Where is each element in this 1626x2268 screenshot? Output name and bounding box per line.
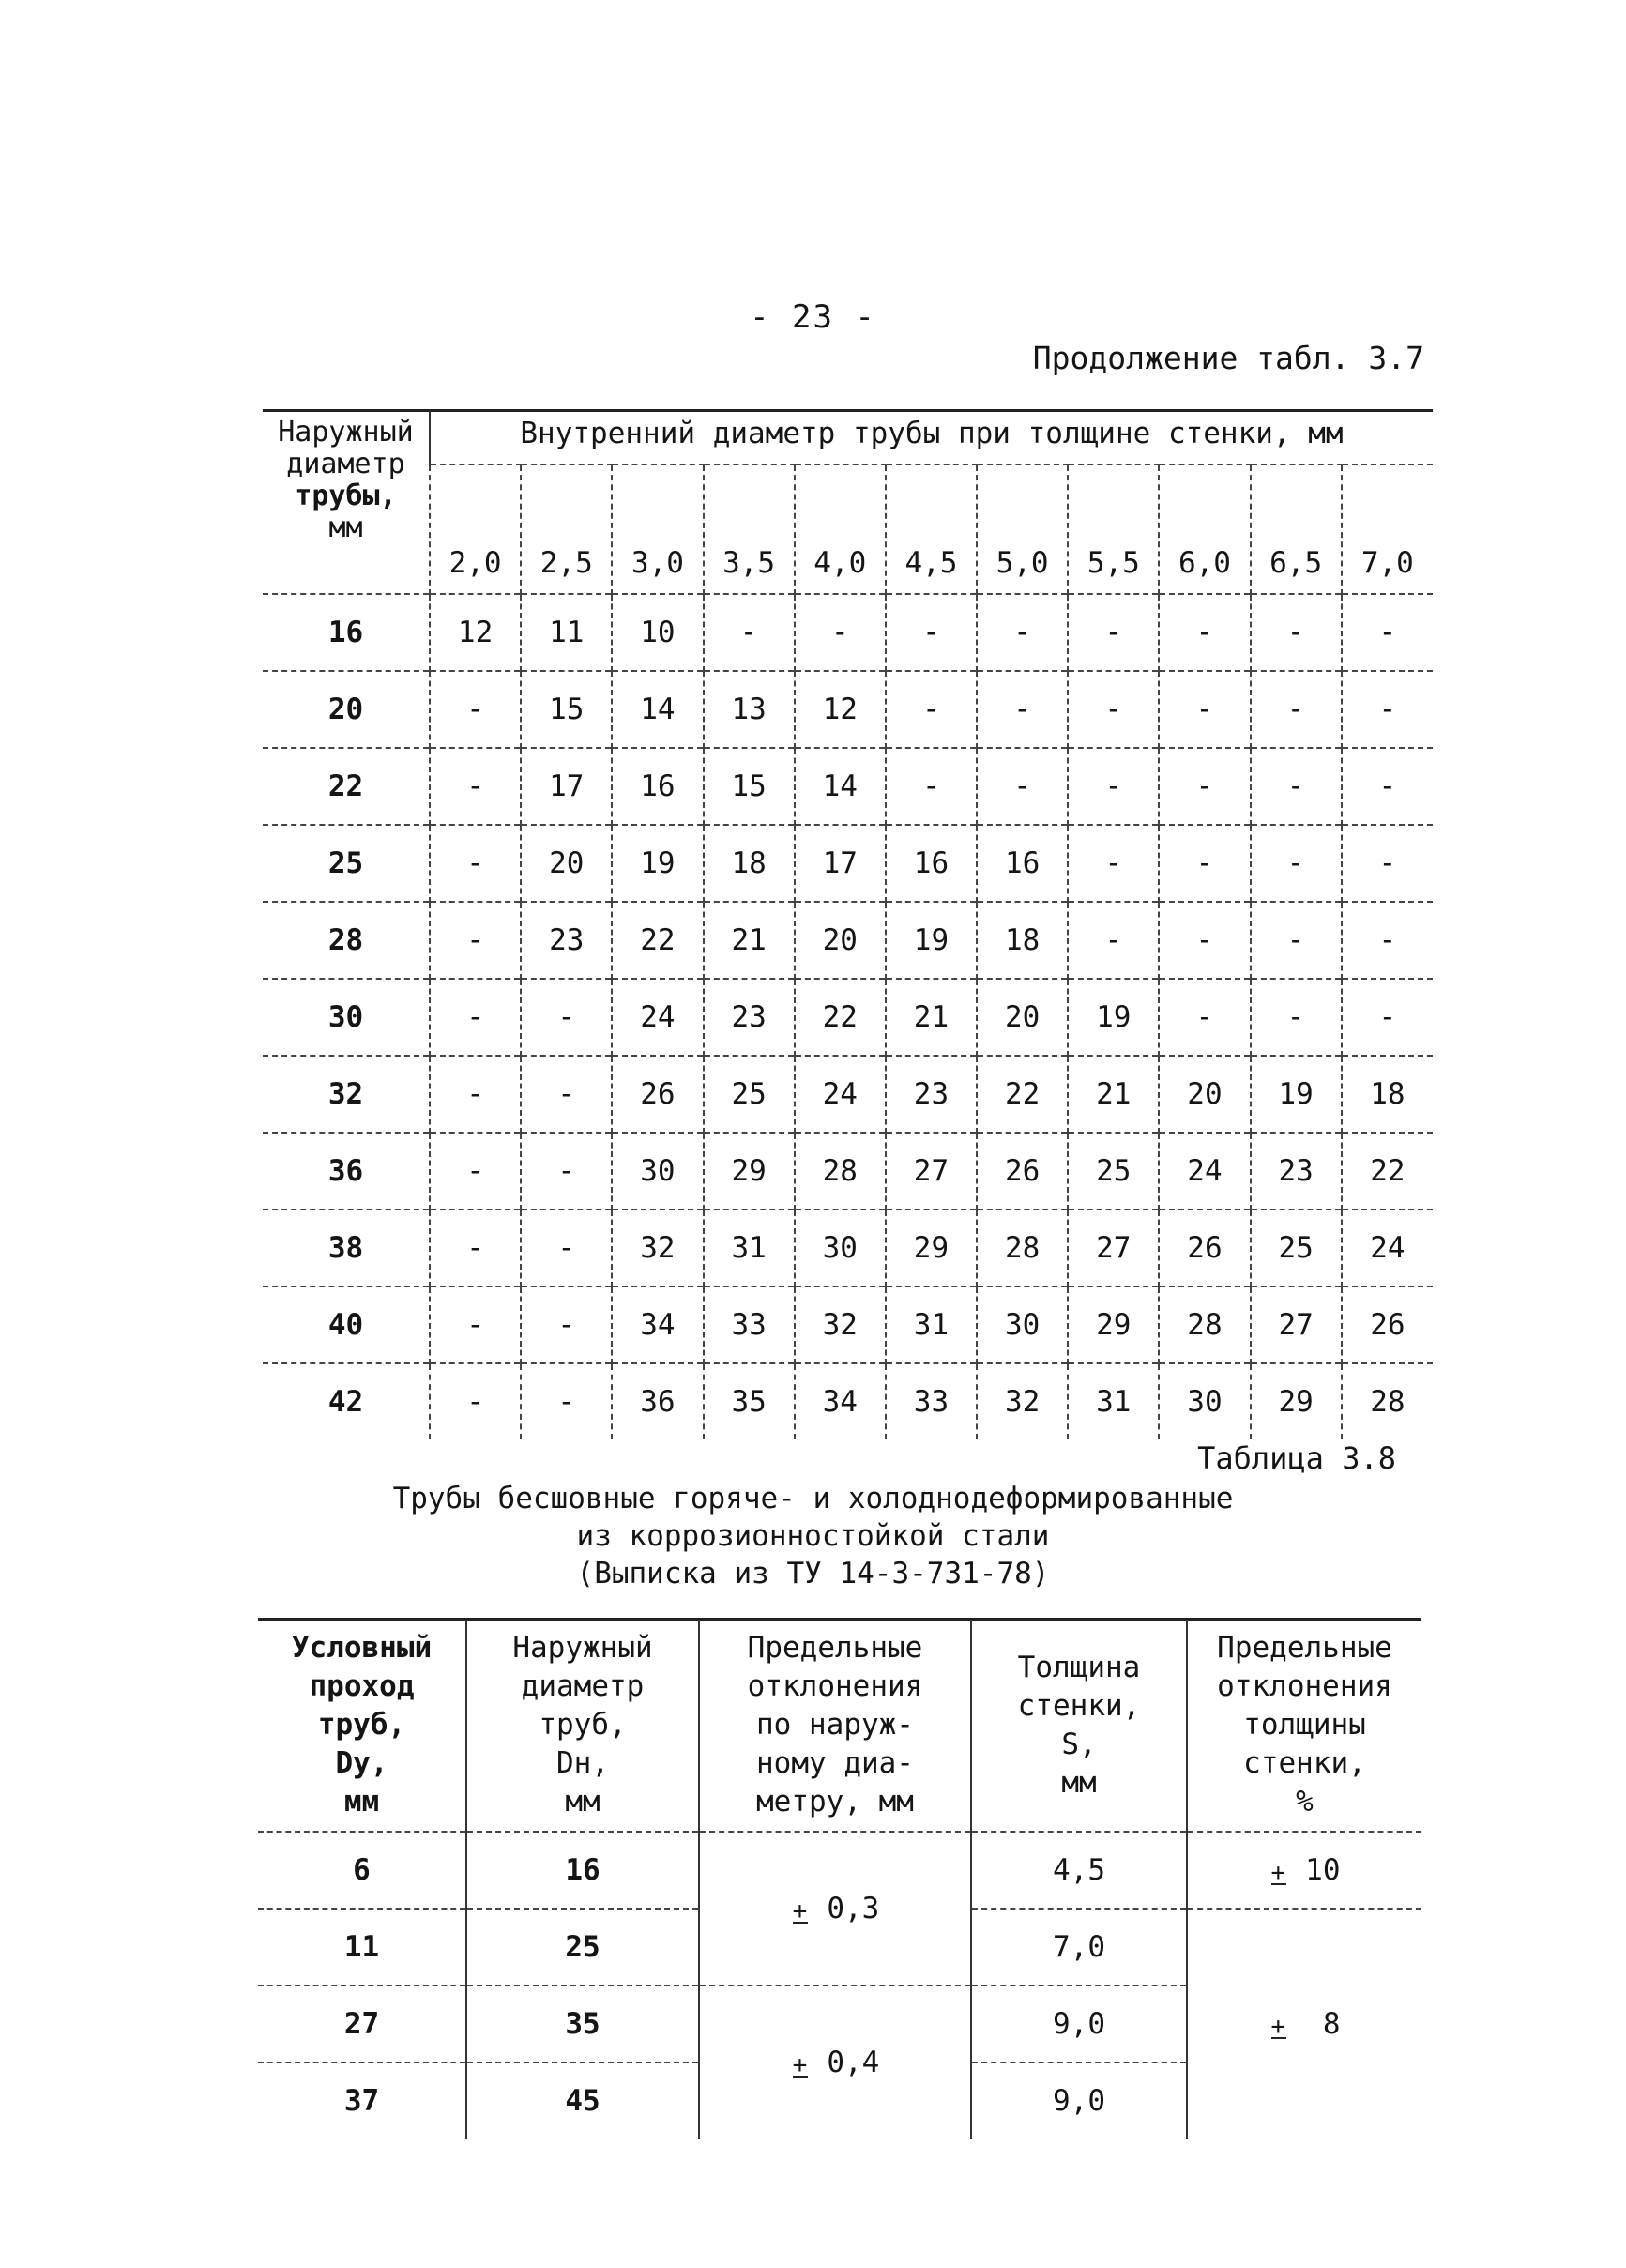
column-header: Условный проход труб, Dу, мм bbox=[291, 1631, 433, 1819]
inner-diameter-cell: 32 bbox=[612, 1210, 703, 1286]
inner-diameter-cell: 20 bbox=[1159, 1056, 1250, 1133]
inner-diameter-cell: - bbox=[977, 748, 1068, 825]
inner-diameter-cell: 23 bbox=[1251, 1133, 1342, 1210]
outer-diameter-cell: 28 bbox=[263, 902, 430, 979]
inner-diameter-cell: - bbox=[704, 594, 795, 671]
dy-cell: 6 bbox=[258, 1832, 466, 1909]
inner-diameter-cell: - bbox=[430, 979, 521, 1056]
inner-diameter-cell: 17 bbox=[521, 748, 612, 825]
inner-diameter-cell: 29 bbox=[1251, 1363, 1342, 1439]
inner-diameter-cell: 27 bbox=[886, 1133, 977, 1210]
table-row bbox=[263, 1363, 1433, 1439]
table-3-8 bbox=[258, 1620, 1421, 2139]
inner-diameter-cell: 22 bbox=[795, 979, 886, 1056]
inner-diameter-cell: 33 bbox=[886, 1363, 977, 1439]
inner-diameter-cell: 31 bbox=[1068, 1363, 1159, 1439]
inner-diameter-cell: 22 bbox=[1342, 1133, 1433, 1210]
inner-diameter-cell: 25 bbox=[1068, 1133, 1159, 1210]
od-tolerance-cell: 0,4 bbox=[699, 1986, 971, 2139]
outer-diameter-cell: 20 bbox=[263, 671, 430, 748]
inner-diameter-cell: 16 bbox=[886, 825, 977, 902]
inner-diameter-cell: - bbox=[430, 825, 521, 902]
inner-diameter-cell: 18 bbox=[704, 825, 795, 902]
inner-diameter-cell: 22 bbox=[612, 902, 703, 979]
inner-diameter-cell: - bbox=[1159, 979, 1250, 1056]
inner-diameter-cell: - bbox=[1251, 748, 1342, 825]
inner-diameter-cell: - bbox=[1251, 825, 1342, 902]
inner-diameter-cell: 20 bbox=[521, 825, 612, 902]
inner-diameter-cell: - bbox=[430, 902, 521, 979]
inner-diameter-cell: - bbox=[1342, 594, 1433, 671]
inner-diameter-header: Внутренний диаметр трубы при толщине стенки, мм bbox=[430, 411, 1433, 464]
inner-diameter-cell: 17 bbox=[795, 825, 886, 902]
inner-diameter-cell: - bbox=[1251, 902, 1342, 979]
inner-diameter-cell: - bbox=[1159, 825, 1250, 902]
inner-diameter-cell: - bbox=[1159, 902, 1250, 979]
table-3-7 bbox=[263, 411, 1433, 1439]
inner-diameter-cell: 26 bbox=[1342, 1286, 1433, 1363]
inner-diameter-cell: 24 bbox=[1342, 1210, 1433, 1286]
thickness-header-cell: 6,5 bbox=[1251, 464, 1342, 594]
inner-diameter-cell: - bbox=[1159, 671, 1250, 748]
table-row bbox=[263, 1286, 1433, 1363]
od-tolerance-cell: 0,3 bbox=[699, 1832, 971, 1986]
dn-cell: 45 bbox=[466, 2063, 699, 2139]
dn-cell: 25 bbox=[466, 1909, 699, 1986]
inner-diameter-cell: 21 bbox=[886, 979, 977, 1056]
inner-diameter-cell: 18 bbox=[977, 902, 1068, 979]
inner-diameter-cell: 32 bbox=[795, 1286, 886, 1363]
inner-diameter-cell: 12 bbox=[795, 671, 886, 748]
inner-diameter-cell: 13 bbox=[704, 671, 795, 748]
inner-diameter-cell: - bbox=[521, 979, 612, 1056]
inner-diameter-cell: - bbox=[886, 594, 977, 671]
wall-cell: 9,0 bbox=[971, 1986, 1187, 2063]
inner-diameter-cell: - bbox=[977, 671, 1068, 748]
inner-diameter-cell: - bbox=[1342, 979, 1433, 1056]
thickness-header-cell: 4,5 bbox=[886, 464, 977, 594]
wall-tolerance-cell: 10 bbox=[1187, 1832, 1421, 1909]
outer-diameter-cell: 25 bbox=[263, 825, 430, 902]
column-header: Толщина стенки, S, мм bbox=[971, 1620, 1187, 1832]
column-header: Наружный диаметр труб, Dн, мм bbox=[466, 1620, 699, 1832]
inner-diameter-cell: - bbox=[1342, 902, 1433, 979]
inner-diameter-cell: 28 bbox=[1159, 1286, 1250, 1363]
inner-diameter-cell: - bbox=[521, 1210, 612, 1286]
thickness-header-cell: 6,0 bbox=[1159, 464, 1250, 594]
inner-diameter-cell: - bbox=[1068, 594, 1159, 671]
table-row bbox=[263, 671, 1433, 748]
table-row bbox=[263, 748, 1433, 825]
inner-diameter-cell: 30 bbox=[795, 1210, 886, 1286]
inner-diameter-cell: - bbox=[521, 1286, 612, 1363]
outer-diameter-cell: 42 bbox=[263, 1363, 430, 1439]
inner-diameter-cell: - bbox=[1068, 671, 1159, 748]
inner-diameter-cell: 24 bbox=[1159, 1133, 1250, 1210]
dy-cell: 37 bbox=[258, 2063, 466, 2139]
outer-diameter-cell: 16 bbox=[263, 594, 430, 671]
inner-diameter-cell: 11 bbox=[521, 594, 612, 671]
table-row bbox=[263, 594, 1433, 671]
inner-diameter-cell: 24 bbox=[795, 1056, 886, 1133]
inner-diameter-cell: 26 bbox=[612, 1056, 703, 1133]
inner-diameter-cell: 21 bbox=[704, 902, 795, 979]
inner-diameter-cell: - bbox=[1342, 671, 1433, 748]
thickness-header-cell: 2,5 bbox=[521, 464, 612, 594]
table-row bbox=[263, 1210, 1433, 1286]
outer-diameter-cell: 36 bbox=[263, 1133, 430, 1210]
inner-diameter-cell: - bbox=[430, 1210, 521, 1286]
table-row bbox=[263, 825, 1433, 902]
inner-diameter-cell: 22 bbox=[977, 1056, 1068, 1133]
inner-diameter-cell: 16 bbox=[977, 825, 1068, 902]
inner-diameter-cell: 26 bbox=[977, 1133, 1068, 1210]
inner-diameter-cell: - bbox=[1251, 671, 1342, 748]
inner-diameter-cell: 20 bbox=[795, 902, 886, 979]
dn-cell: 35 bbox=[466, 1986, 699, 2063]
inner-diameter-cell: 25 bbox=[1251, 1210, 1342, 1286]
thickness-header-cell: 3,5 bbox=[704, 464, 795, 594]
continuation-title: Продолжение табл. 3.7 bbox=[1032, 340, 1424, 376]
thickness-header-cell: 7,0 bbox=[1342, 464, 1433, 594]
inner-diameter-cell: 28 bbox=[1342, 1363, 1433, 1439]
inner-diameter-cell: - bbox=[886, 671, 977, 748]
thickness-header-cell: 5,0 bbox=[977, 464, 1068, 594]
inner-diameter-cell: - bbox=[886, 748, 977, 825]
table-row bbox=[263, 979, 1433, 1056]
inner-diameter-cell: 34 bbox=[612, 1286, 703, 1363]
wall-cell: 9,0 bbox=[971, 2063, 1187, 2139]
inner-diameter-cell: - bbox=[1068, 748, 1159, 825]
wall-cell: 4,5 bbox=[971, 1832, 1187, 1909]
table-row bbox=[258, 1832, 1421, 1909]
inner-diameter-cell: 31 bbox=[886, 1286, 977, 1363]
inner-diameter-cell: 30 bbox=[612, 1133, 703, 1210]
outer-diameter-cell: 40 bbox=[263, 1286, 430, 1363]
inner-diameter-cell: - bbox=[430, 1133, 521, 1210]
inner-diameter-cell: 23 bbox=[704, 979, 795, 1056]
inner-diameter-cell: 15 bbox=[521, 671, 612, 748]
inner-diameter-cell: 24 bbox=[612, 979, 703, 1056]
outer-diameter-cell: 32 bbox=[263, 1056, 430, 1133]
inner-diameter-cell: 16 bbox=[612, 748, 703, 825]
outer-diameter-header: Наружный диаметр трубы, мм bbox=[278, 416, 414, 544]
page-number: - 23 - bbox=[750, 298, 876, 336]
inner-diameter-cell: 27 bbox=[1251, 1286, 1342, 1363]
inner-diameter-cell: - bbox=[521, 1133, 612, 1210]
inner-diameter-cell: 32 bbox=[977, 1363, 1068, 1439]
column-header: Предельные отклонения по наруж- ному диа- метру, мм bbox=[699, 1620, 971, 1832]
inner-diameter-cell: 20 bbox=[977, 979, 1068, 1056]
inner-diameter-cell: 33 bbox=[704, 1286, 795, 1363]
inner-diameter-cell: 27 bbox=[1068, 1210, 1159, 1286]
inner-diameter-cell: 19 bbox=[1068, 979, 1159, 1056]
dn-cell: 16 bbox=[466, 1832, 699, 1909]
thickness-header-cell: 4,0 bbox=[795, 464, 886, 594]
inner-diameter-cell: 14 bbox=[612, 671, 703, 748]
inner-diameter-cell: 26 bbox=[1159, 1210, 1250, 1286]
outer-diameter-cell: 30 bbox=[263, 979, 430, 1056]
wall-cell: 7,0 bbox=[971, 1909, 1187, 1986]
table-row bbox=[263, 1133, 1433, 1210]
table-3-8-label: Таблица 3.8 bbox=[1197, 1440, 1396, 1476]
inner-diameter-cell: 18 bbox=[1342, 1056, 1433, 1133]
inner-diameter-cell: - bbox=[977, 594, 1068, 671]
outer-diameter-cell: 22 bbox=[263, 748, 430, 825]
inner-diameter-cell: 29 bbox=[1068, 1286, 1159, 1363]
inner-diameter-cell: - bbox=[1342, 825, 1433, 902]
inner-diameter-cell: 25 bbox=[704, 1056, 795, 1133]
table-row bbox=[263, 1056, 1433, 1133]
inner-diameter-cell: 15 bbox=[704, 748, 795, 825]
column-header: Предельные отклонения толщины стенки, % bbox=[1187, 1620, 1421, 1832]
inner-diameter-cell: - bbox=[521, 1056, 612, 1133]
inner-diameter-cell: - bbox=[430, 1286, 521, 1363]
inner-diameter-cell: 30 bbox=[1159, 1363, 1250, 1439]
wall-tolerance-cell: 8 bbox=[1187, 1909, 1421, 2139]
inner-diameter-cell: 36 bbox=[612, 1363, 703, 1439]
inner-diameter-cell: 10 bbox=[612, 594, 703, 671]
thickness-header-cell: 3,0 bbox=[612, 464, 703, 594]
inner-diameter-cell: - bbox=[1159, 594, 1250, 671]
inner-diameter-cell: - bbox=[430, 671, 521, 748]
inner-diameter-cell: 35 bbox=[704, 1363, 795, 1439]
thickness-header-cell: 5,5 bbox=[1068, 464, 1159, 594]
outer-diameter-cell: 38 bbox=[263, 1210, 430, 1286]
inner-diameter-cell: 21 bbox=[1068, 1056, 1159, 1133]
inner-diameter-cell: - bbox=[430, 748, 521, 825]
inner-diameter-cell: 19 bbox=[886, 902, 977, 979]
inner-diameter-cell: 28 bbox=[977, 1210, 1068, 1286]
inner-diameter-cell: 28 bbox=[795, 1133, 886, 1210]
inner-diameter-cell: - bbox=[1159, 748, 1250, 825]
inner-diameter-cell: 29 bbox=[886, 1210, 977, 1286]
table-row bbox=[263, 902, 1433, 979]
inner-diameter-cell: 23 bbox=[886, 1056, 977, 1133]
inner-diameter-cell: 14 bbox=[795, 748, 886, 825]
inner-diameter-cell: 34 bbox=[795, 1363, 886, 1439]
inner-diameter-cell: - bbox=[795, 594, 886, 671]
inner-diameter-cell: - bbox=[1251, 979, 1342, 1056]
inner-diameter-cell: - bbox=[1251, 594, 1342, 671]
dy-cell: 11 bbox=[258, 1909, 466, 1986]
inner-diameter-cell: - bbox=[430, 1363, 521, 1439]
inner-diameter-cell: - bbox=[430, 1056, 521, 1133]
inner-diameter-cell: 29 bbox=[704, 1133, 795, 1210]
thickness-header-cell: 2,0 bbox=[430, 464, 521, 594]
inner-diameter-cell: - bbox=[521, 1363, 612, 1439]
inner-diameter-cell: 12 bbox=[430, 594, 521, 671]
inner-diameter-cell: 30 bbox=[977, 1286, 1068, 1363]
inner-diameter-cell: - bbox=[1342, 748, 1433, 825]
inner-diameter-cell: 31 bbox=[704, 1210, 795, 1286]
inner-diameter-cell: 19 bbox=[612, 825, 703, 902]
inner-diameter-cell: - bbox=[1068, 825, 1159, 902]
inner-diameter-cell: 23 bbox=[521, 902, 612, 979]
inner-diameter-cell: 19 bbox=[1251, 1056, 1342, 1133]
dy-cell: 27 bbox=[258, 1986, 466, 2063]
inner-diameter-cell: - bbox=[1068, 902, 1159, 979]
table-3-8-title: Трубы бесшовные горяче- и холоднодеформированные из коррозионностойкой стали (Выписка из ТУ 14-3-731-78) bbox=[392, 1482, 1234, 1591]
